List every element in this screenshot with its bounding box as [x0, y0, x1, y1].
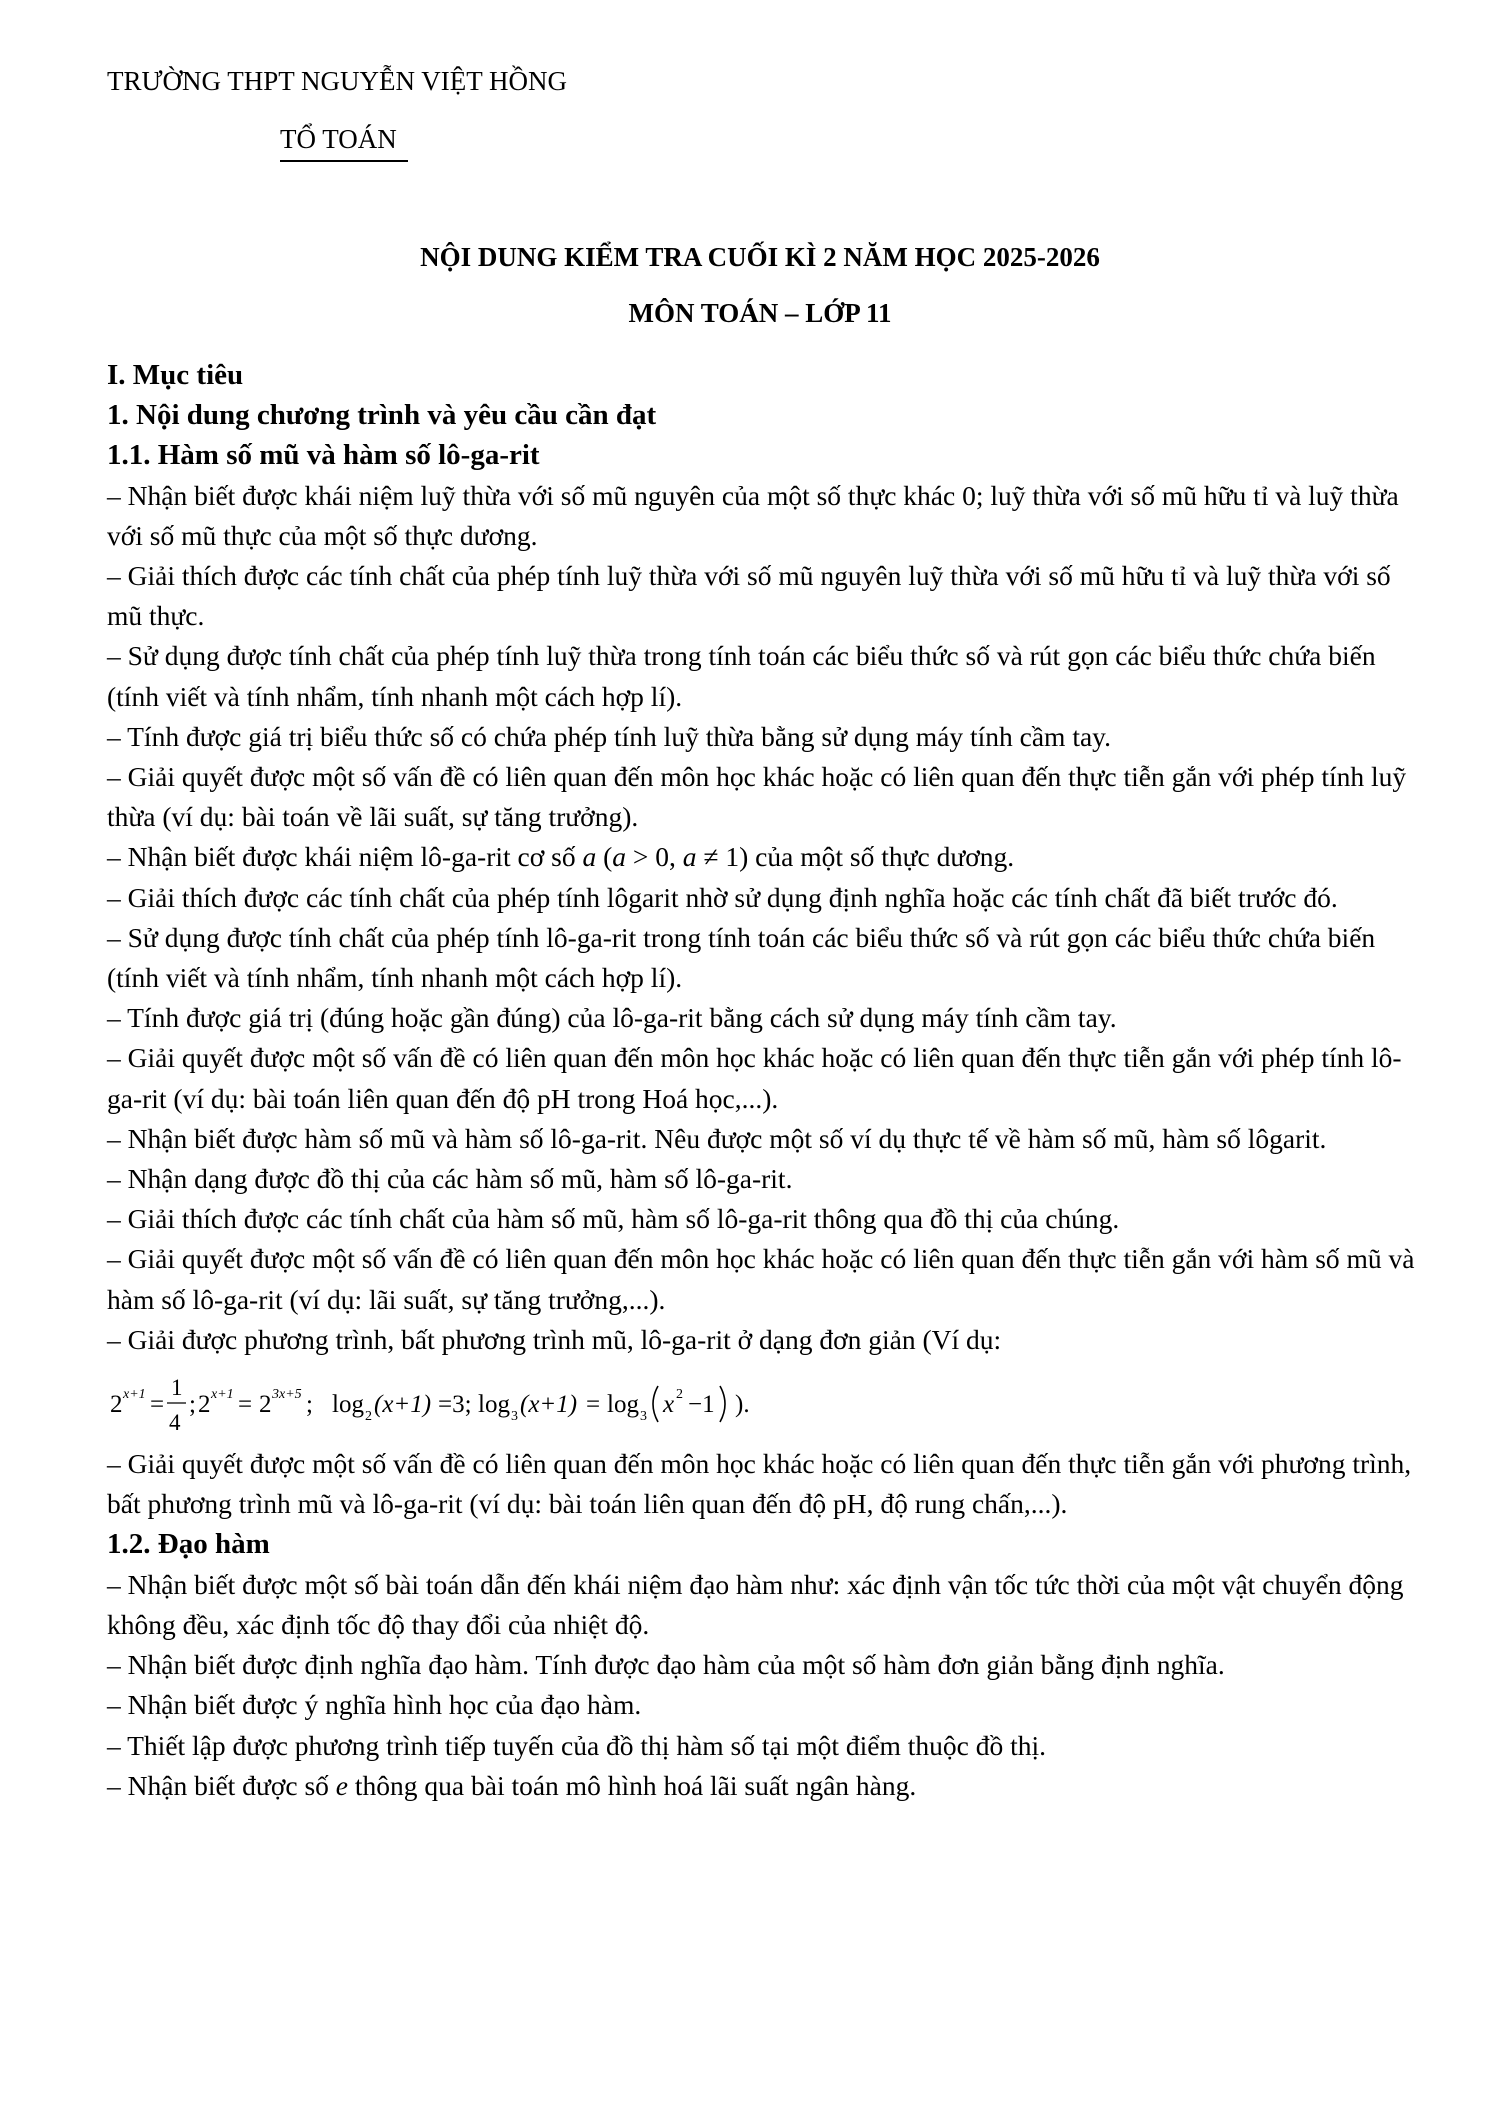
list-item: – Nhận biết được ý nghĩa hình học của đạo hàm.	[107, 1689, 642, 1721]
formula-log-base: 2	[365, 1409, 372, 1425]
formula-minus-one: −1	[688, 1391, 715, 1419]
list-item: – Sử dụng được tính chất của phép tính luỹ thừa trong tính toán các biểu thức số và rút gọn các biểu thức chứa biến (tính viết và tính nhẩm, tính nhanh một cách hợp lí).	[107, 640, 1376, 712]
formula-argument: (x+1)	[374, 1391, 432, 1419]
list-item: – Nhận biết được khái niệm luỹ thừa với số mũ nguyên của một số thực khác 0; luỹ thừa với số mũ hữu tỉ và luỹ thừa với số mũ thực của một số thực dương.	[107, 479, 1399, 551]
list-item: – Giải quyết được một số vấn đề có liên quan đến môn học khác hoặc có liên quan đến thực tiễn gắn với phép tính luỹ thừa (ví dụ: bài toán về lãi suất, sự tăng trưởng).	[107, 761, 1407, 833]
list-item: – Giải thích được các tính chất của phép tính lôgarit nhờ sử dụng định nghĩa hoặc các tính chất đã biết trước đó.	[107, 881, 1338, 913]
department-name: TỔ TOÁN	[280, 124, 397, 154]
list-item: – Nhận biết được một số bài toán dẫn đến khái niệm đạo hàm như: xác định vận tốc tức thời của một vật chuyển động không đều, xác định tốc độ thay đổi của nhiệt độ.	[107, 1568, 1404, 1640]
list-item: – Tính được giá trị (đúng hoặc gần đúng) của lô-ga-rit bằng cách sử dụng máy tính cầm tay.	[107, 1002, 1117, 1034]
department-underline	[280, 160, 408, 162]
formula-equals: =	[150, 1391, 165, 1419]
formula-separator: ;	[306, 1391, 313, 1419]
list-item: – Thiết lập được phương trình tiếp tuyến của đồ thị hàm số tại một điểm thuộc đồ thị.	[107, 1729, 1047, 1761]
right-paren	[720, 1386, 725, 1422]
formula-equals: =	[238, 1391, 253, 1419]
left-paren	[653, 1386, 658, 1422]
formula-log-base: 3	[640, 1409, 647, 1425]
list-item-log-definition: – Nhận biết được khái niệm lô-ga-rit cơ số a (a > 0, a ≠ 1) của một số thực dương.	[107, 841, 1015, 873]
list-item: – Giải được phương trình, bất phương trình mũ, lô-ga-rit ở dạng đơn giản (Ví dụ:	[107, 1323, 1002, 1355]
formula-exponent: x+1	[211, 1387, 234, 1403]
formula-close: ).	[735, 1391, 750, 1419]
formula-log: log	[607, 1391, 639, 1419]
list-item-number-e: – Nhận biết được số e thông qua bài toán mô hình hoá lãi suất ngân hàng.	[107, 1769, 917, 1801]
formula-square: 2	[676, 1387, 683, 1403]
heading-objectives: I. Mục tiêu	[107, 359, 244, 391]
formula-base: 2	[110, 1391, 123, 1419]
formula-equals: =	[586, 1391, 601, 1419]
formula-numerator: 1	[171, 1375, 183, 1401]
formula-exponent: x+1	[123, 1387, 146, 1403]
list-item: – Giải thích được các tính chất của phép tính luỹ thừa với số mũ nguyên luỹ thừa với số mũ hữu tỉ và luỹ thừa với số mũ thực.	[107, 560, 1391, 632]
list-item: – Nhận biết được hàm số mũ và hàm số lô-ga-rit. Nêu được một số ví dụ thực tế về hàm số mũ, hàm số lôgarit.	[107, 1122, 1327, 1154]
list-item: – Tính được giá trị biểu thức số có chứa phép tính luỹ thừa bằng sử dụng máy tính cầm tay.	[107, 720, 1112, 752]
formula-variable: x	[663, 1391, 675, 1419]
list-item: – Sử dụng được tính chất của phép tính lô-ga-rit trong tính toán các biểu thức số và rút gọn các biểu thức chứa biến (tính viết và tính nhẩm, tính nhanh một cách hợp lí).	[107, 921, 1376, 994]
formula-log-base: 3	[511, 1409, 518, 1425]
formula-exponent: 3x+5	[272, 1387, 302, 1403]
heading-derivative: 1.2. Đạo hàm	[107, 1528, 270, 1561]
formula-denominator: 4	[169, 1410, 181, 1436]
document-subtitle: MÔN TOÁN – LỚP 11	[628, 298, 892, 328]
school-name: TRƯỜNG THPT NGUYỄN VIỆT HỒNG	[107, 66, 567, 96]
formula-log: log	[332, 1391, 364, 1419]
list-item: – Giải quyết được một số vấn đề có liên quan đến môn học khác hoặc có liên quan đến thực tiễn gắn với phép tính lô-ga-rit (ví dụ: bài toán liên quan đến độ pH trong Hoá học,...).	[107, 1042, 1402, 1114]
list-item: – Giải quyết được một số vấn đề có liên quan đến môn học khác hoặc có liên quan đến thực tiễn gắn với phương trình, bất phương trình mũ và lô-ga-rit (ví dụ: bài toán liên quan đến độ pH, độ rung chấn,...).	[107, 1448, 1412, 1520]
formula-argument: (x+1)	[520, 1391, 578, 1419]
formula-value: =3;	[438, 1391, 472, 1419]
formula-base: 2	[259, 1391, 272, 1419]
document-body	[107, 355, 1427, 1806]
list-item: – Nhận biết được định nghĩa đạo hàm. Tính được đạo hàm của một số hàm đơn giản bằng định nghĩa.	[107, 1649, 1225, 1681]
list-item: – Giải thích được các tính chất của hàm số mũ, hàm số lô-ga-rit thông qua đồ thị của chúng.	[107, 1203, 1120, 1235]
formula-separator: ;	[189, 1391, 196, 1419]
math-formula	[110, 1368, 1427, 1438]
heading-program-content: 1. Nội dung chương trình và yêu cầu cần đạt	[107, 399, 657, 432]
list-item: – Nhận dạng được đồ thị của các hàm số mũ, hàm số lô-ga-rit.	[107, 1163, 793, 1195]
formula-log: log	[478, 1391, 510, 1419]
heading-exp-log: 1.1. Hàm số mũ và hàm số lô-ga-rit	[107, 439, 540, 472]
document-title: NỘI DUNG KIỂM TRA CUỐI KÌ 2 NĂM HỌC 2025-2026	[420, 242, 1100, 272]
list-item: – Giải quyết được một số vấn đề có liên quan đến môn học khác hoặc có liên quan đến thực tiễn gắn với hàm số mũ và hàm số lô-ga-rit (ví dụ: lãi suất, sự tăng trưởng,...).	[107, 1243, 1415, 1315]
formula-base: 2	[198, 1391, 211, 1419]
